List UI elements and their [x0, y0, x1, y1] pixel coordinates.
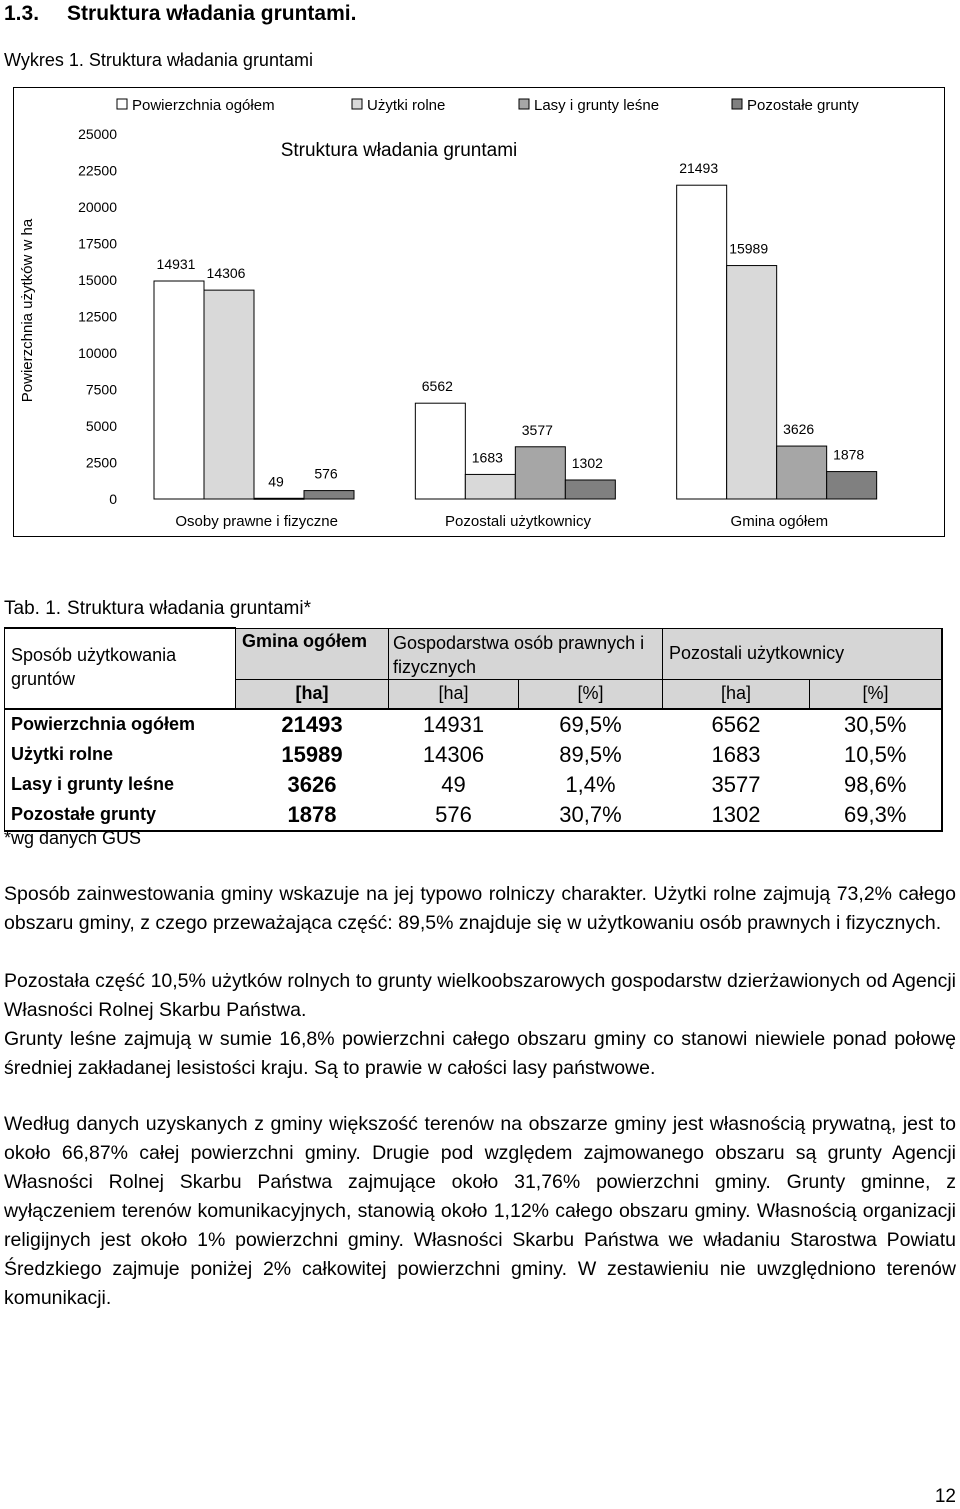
y-tick-label: 7500 [85, 381, 117, 398]
data-label: 3626 [783, 421, 815, 438]
data-label: 49 [268, 473, 284, 490]
paragraph: Pozostała część 10,5% użytków rolnych to grunty wielkoobszarowych gospodarstw dzierżawionych od Agencji Własności Rolnej Skarbu Państwa. [4, 970, 956, 1021]
data-label: 1683 [471, 449, 503, 466]
y-tick-label: 20000 [78, 199, 117, 215]
chart-caption: Wykres 1. Struktura władania gruntami [4, 50, 313, 70]
cell-gosp-pct: 89,5% [559, 741, 622, 767]
paragraph: Sposób zainwestowania gminy wskazuje na jej typowo rolniczy charakter. Użytki rolne zajmują 73,2% całego obszaru gminy, z czego przeważająca część: 89,5% znajduje się w użytkowaniu osób prawnych i fizycznych. [4, 883, 956, 934]
bar-4 [827, 472, 877, 499]
row-label: Użytki rolne [5, 740, 236, 770]
cell-gosp-ha: 14931 [389, 709, 519, 740]
col-header-gospodarstwa: Gospodarstwa osób prawnych i fizycznych [389, 628, 663, 679]
cell-gmina: 1878 [236, 800, 389, 831]
cell-gosp-pct: 69,5% [519, 709, 663, 740]
section-title: Struktura władania gruntami. [67, 2, 357, 25]
chart-title: Struktura władania gruntami [280, 140, 518, 161]
y-tick-label: 10000 [78, 345, 117, 361]
data-label: 3577 [521, 421, 553, 438]
cell-poz-pct: 69,3% [810, 800, 943, 831]
data-label: 6562 [421, 378, 453, 395]
table-row [5, 800, 943, 831]
category-label: Pozostali użytkownicy [445, 513, 591, 530]
cell-gosp-pct: 1,4% [565, 771, 616, 797]
section-heading [4, 2, 356, 26]
unit-cell: [ha] [389, 679, 519, 709]
bar-4 [565, 480, 615, 499]
legend-label: Użytki rolne [367, 97, 446, 114]
table-header-row [5, 628, 943, 679]
y-tick-label: 25000 [78, 126, 117, 142]
table-row [5, 770, 943, 800]
col-header-gmina: Gmina ogółem [236, 628, 389, 679]
table-footnote: *wg danych GUS [4, 828, 142, 848]
cell-poz-ha: 1683 [711, 741, 761, 767]
data-label: 576 [314, 465, 338, 482]
unit-cell: [ha] [663, 679, 810, 709]
data-label: 15989 [729, 240, 769, 257]
row-label: Lasy i grunty leśne [5, 770, 236, 800]
bar-3 [515, 447, 565, 499]
cell-poz-ha: 1302 [663, 800, 810, 831]
data-label: 21493 [679, 160, 719, 177]
col-header-pozostali: Pozostali użytkownicy [663, 628, 943, 679]
bar-2 [465, 474, 515, 499]
row-label: Powierzchnia ogółem [5, 709, 236, 740]
y-tick-label: 0 [109, 491, 117, 507]
legend-swatch [732, 99, 742, 109]
y-tick-label: 22500 [78, 162, 117, 179]
table-row [5, 709, 943, 740]
table-row [5, 740, 943, 770]
cell-poz-pct: 30,5% [810, 709, 943, 740]
data-label: 14306 [206, 265, 246, 282]
cell-gmina: 21493 [236, 709, 389, 740]
y-tick-label: 17500 [78, 235, 117, 252]
legend-swatch [352, 99, 362, 109]
bar-3 [777, 446, 827, 499]
bar-chart-canvas [14, 88, 946, 538]
bar-1 [415, 403, 465, 499]
section-number: 1.3. [4, 2, 40, 25]
bar-3 [254, 498, 304, 499]
paragraph: Według danych uzyskanych z gminy większość terenów na obszarze gminy jest własnością prywatną, jest to około 66,87% całej powierzchni gminy. Drugie pod względem zajmowanego obszaru są grunty Agencji Własności Rolnej Skarbu Państwa zajmujące około 31,76% powierzchni gminy. Grunty gminne, z wyłączeniem terenów komunikacyjnych, stanowią około 1,12% całego obszaru gminy. Własnością organizacji religijnych jest około 1% powierzchni gminy. Własności Skarbu Państwa we władaniu Starostwa Powiatu Średzkiego zajmuje poniżej 2% całkowitej powierzchni gminy. W zestawieniu nie uwzględniono terenów komunikacji. [4, 1113, 956, 1309]
bar-4 [304, 491, 354, 499]
cell-poz-pct: 10,5% [810, 740, 943, 770]
cell-gosp-ha: 49 [441, 771, 466, 797]
table-corner-header: Sposób użytkowania gruntów [5, 628, 236, 709]
unit-cell: [ha] [236, 679, 389, 709]
bar-chart [13, 87, 945, 537]
category-label: Gmina ogółem [730, 513, 829, 530]
bar-1 [677, 185, 727, 499]
y-tick-label: 2500 [85, 454, 117, 471]
cell-gosp-pct: 30,7% [519, 800, 663, 831]
legend-swatch [519, 99, 529, 109]
legend-label: Pozostałe grunty [747, 97, 859, 114]
row-label: Pozostałe grunty [5, 800, 236, 831]
unit-cell: [%] [519, 679, 663, 709]
cell-gosp-ha: 14306 [422, 741, 485, 767]
cell-poz-ha: 3577 [711, 771, 761, 797]
y-tick-label: 5000 [85, 418, 117, 434]
data-label: 1878 [833, 446, 865, 463]
cell-poz-ha: 6562 [663, 709, 810, 740]
bar-1 [154, 281, 204, 499]
legend-label: Powierzchnia ogółem [132, 97, 275, 114]
table-title-text: Struktura władania gruntami* [67, 598, 312, 619]
cell-poz-pct: 98,6% [810, 770, 943, 800]
cell-gosp-ha: 576 [389, 800, 519, 831]
page-number: 12 [934, 1486, 956, 1507]
paragraph: Grunty leśne zajmują w sumie 16,8% powierzchni całego obszaru gminy co stanowi niewiele ponad połowę średniej zakładanej lesistości kraju. Są to prawie w całości lasy państwowe. [4, 1028, 956, 1079]
land-ownership-table [4, 627, 943, 832]
table-number: Tab. 1. [4, 598, 62, 619]
cell-gmina: 3626 [287, 771, 337, 797]
y-tick-label: 15000 [78, 272, 117, 288]
y-axis-label: Powierzchnia użytków w ha [19, 218, 36, 403]
bar-2 [727, 266, 777, 499]
category-label: Osoby prawne i fizyczne [175, 513, 338, 530]
legend-label: Lasy i grunty leśne [534, 97, 660, 114]
data-label: 14931 [156, 256, 196, 273]
data-label: 1302 [571, 454, 603, 471]
table-title [4, 598, 311, 620]
bar-2 [204, 290, 254, 499]
y-tick-label: 12500 [78, 308, 117, 325]
unit-cell: [%] [810, 679, 943, 709]
legend-swatch [117, 99, 127, 109]
cell-gmina: 15989 [281, 741, 343, 767]
